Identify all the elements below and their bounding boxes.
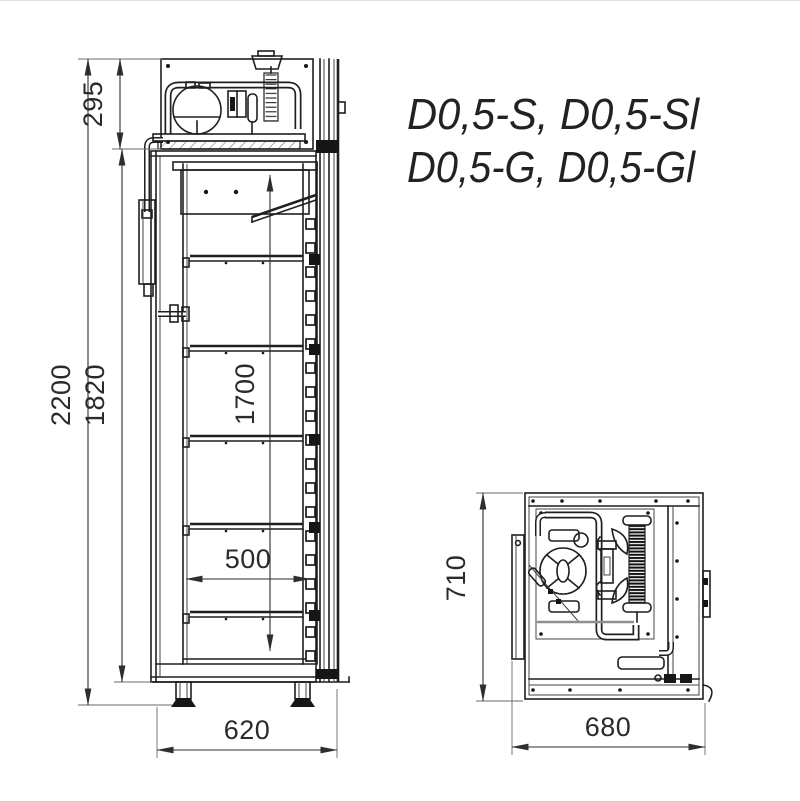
- model-label-line2: D0,5-G, D0,5-Gl: [407, 143, 697, 192]
- terminal-block: [664, 674, 676, 683]
- evaporator-unit: [173, 162, 317, 222]
- dim-overall-height: 2200: [46, 363, 76, 427]
- door-hinge-bottom: [316, 669, 339, 679]
- dim-unit-height: 295: [78, 80, 108, 128]
- side-view: [46, 51, 349, 758]
- condenser-plan: [623, 516, 651, 622]
- terminal-block: [680, 674, 692, 683]
- left-panel: [512, 535, 524, 659]
- dim-plan-width: 680: [584, 712, 632, 742]
- fan-motor-side: [228, 91, 246, 117]
- dim-body-height: 1820: [80, 363, 110, 427]
- compressor-plan: [540, 530, 588, 612]
- shelf: [183, 344, 320, 357]
- shelf-rack: [303, 164, 317, 665]
- compressor-side: [173, 82, 221, 134]
- unit-platform: [153, 134, 305, 149]
- machine-compartment: [142, 51, 313, 218]
- dim-interior-height: 1700: [230, 362, 260, 426]
- door-hinge-top: [316, 140, 339, 153]
- dim-plan-depth: 710: [441, 554, 471, 602]
- leg-rear: [290, 682, 315, 707]
- leg-front: [171, 682, 196, 707]
- glass-door-section: [316, 59, 345, 682]
- filter-drier: [248, 94, 257, 122]
- side-dimensions: [46, 59, 337, 758]
- model-label: [407, 90, 700, 192]
- shelf: [183, 254, 320, 267]
- corner-hook: [703, 685, 712, 701]
- right-bracket: [703, 571, 710, 617]
- dim-overall-width: 620: [223, 715, 271, 745]
- condenser-side: [264, 67, 278, 121]
- shelf: [183, 434, 320, 447]
- technical-drawing: [0, 1, 800, 801]
- vent-slot: [618, 657, 664, 669]
- dim-interior-width: 500: [224, 544, 272, 574]
- capillary-tube: [527, 565, 579, 622]
- shelf: [183, 522, 320, 535]
- model-label-line1: D0,5-S, D0,5-Sl: [407, 90, 701, 139]
- plan-pipes: [538, 515, 671, 653]
- suction-dome: [574, 533, 588, 547]
- top-view: [441, 493, 712, 755]
- shelf: [183, 610, 320, 623]
- plan-casing: [512, 493, 712, 701]
- plan-dimensions: [441, 493, 705, 755]
- drain-stub: [158, 305, 189, 322]
- fan-shroud: [252, 51, 282, 69]
